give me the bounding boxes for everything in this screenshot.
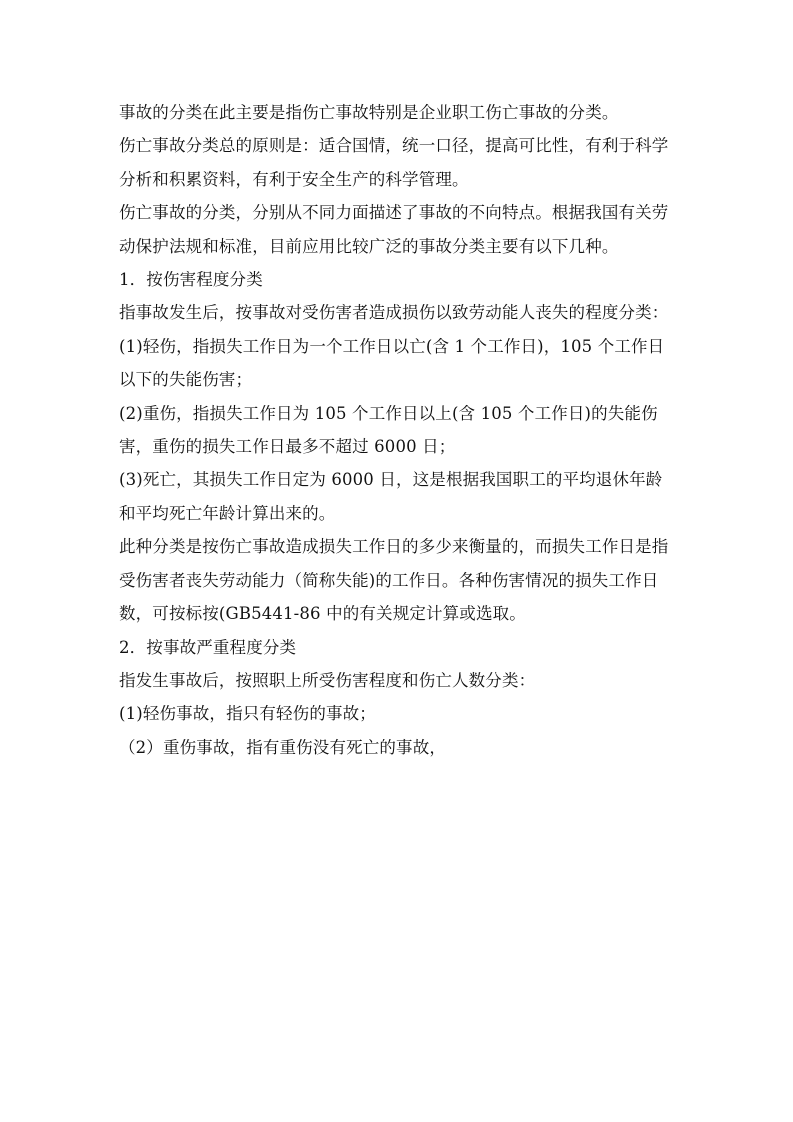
list-item-serious-accident: （2）重伤事故，指有重伤没有死亡的事故， <box>119 737 446 757</box>
list-item-minor-injury: (1)轻伤，指损失工作日为一个工作日以亡(含 1 个工作日)，105 个工作日以下的失能伤害； <box>119 336 665 390</box>
section2-intro: 指发生事故后，按照职上所受伤害程度和伤亡人数分类： <box>119 670 536 690</box>
paragraph-overview: 伤亡事故的分类，分别从不同力面描述了事故的不向特点。根据我国有关劳动保护法规和标准，目前应用比较广泛的事故分类主要有以下几种。 <box>119 203 669 256</box>
section1-intro: 指事故发生后，按事故对受伤害者造成损伤以致劳动能人丧失的程度分类： <box>119 303 669 323</box>
document-body <box>119 96 679 764</box>
list-item-minor-accident: (1)轻伤事故，指只有轻伤的事故； <box>119 704 376 724</box>
list-item-serious-injury: (2)重伤，指损失工作日为 105 个工作日以上(含 105 个工作日)的失能伤害，重伤的损失工作日最多不超过 6000 日； <box>119 403 658 457</box>
section1-note: 此种分类是按伤亡事故造成损失工作日的多少来衡量的，而损失工作日是指受伤害者丧失劳动能力（简称失能)的工作日。各种伤害情况的损失工作日数，可按标按(GB5441-86 中的有关规定计算或选取。 <box>119 537 669 624</box>
paragraph-principles: 伤亡事故分类总的原则是：适合国情，统一口径，提高可比性，有利于科学分析和积累资料，有利于安全生产的科学管理。 <box>119 136 669 189</box>
section-heading-severity: 2．按事故严重程度分类 <box>119 637 297 657</box>
section-heading-injury-degree: 1．按伤害程度分类 <box>119 270 263 290</box>
paragraph-definition: 事故的分类在此主要是指伤亡事故特别是企业职工伤亡事故的分类。 <box>119 103 619 122</box>
list-item-death: (3)死亡，其损失工作日定为 6000 日，这是根据我国职工的平均退休年龄和平均死亡年龄计算出来的。 <box>119 470 663 523</box>
